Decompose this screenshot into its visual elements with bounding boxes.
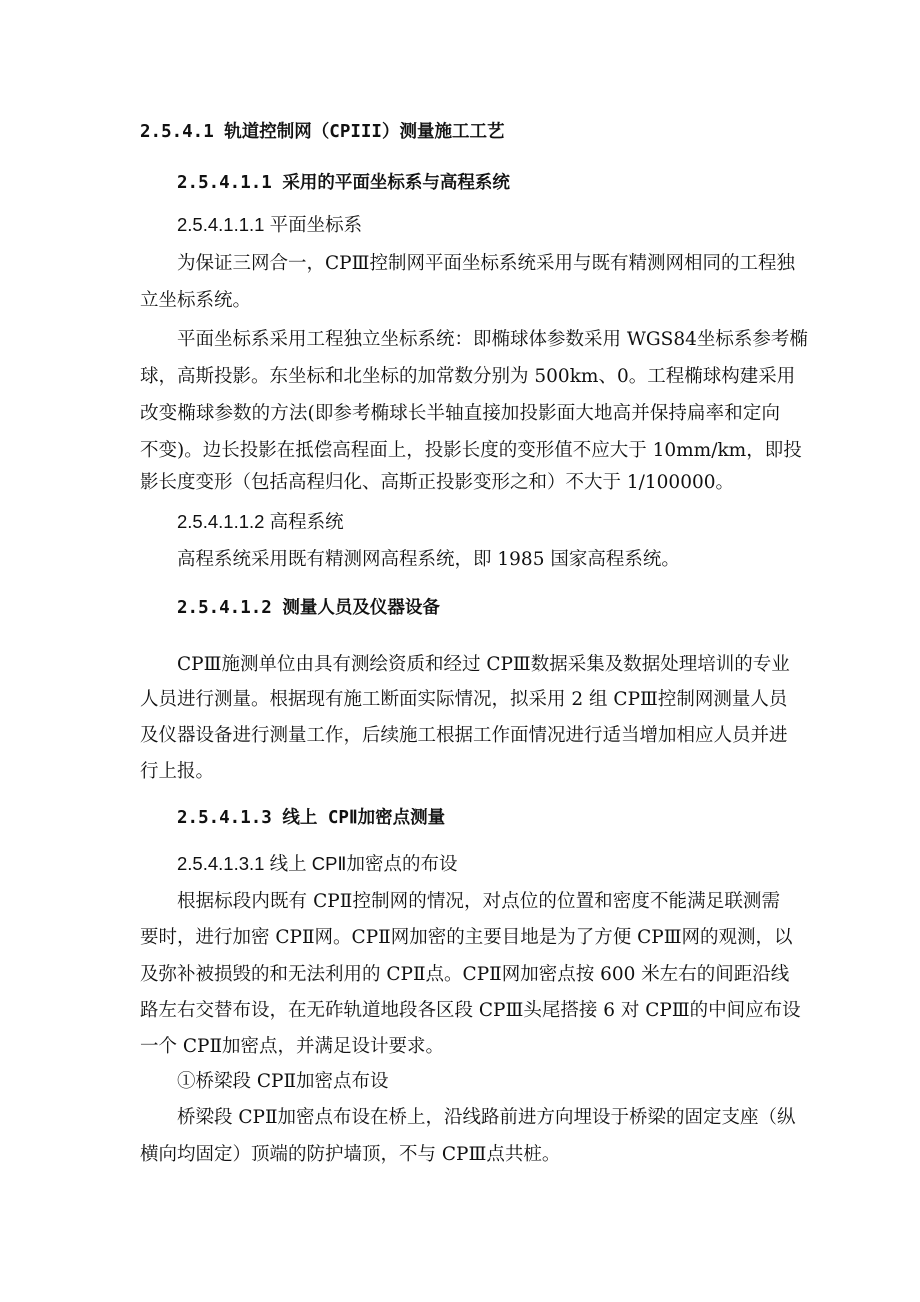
paragraph-line: 影长度变形（包括高程归化、高斯正投影变形之和）不大于 1/100000。 (140, 472, 735, 493)
section-heading: 2.5.4.1.1.2 高程系统 (177, 511, 344, 532)
section-heading: 2.5.4.1.2 测量人员及仪器设备 (177, 598, 440, 618)
paragraph-line: 行上报。 (140, 761, 215, 782)
paragraph-line: ①桥梁段 CPⅡ加密点布设 (177, 1071, 389, 1092)
paragraph-line: 高程系统采用既有精测网高程系统，即 1985 国家高程系统。 (177, 549, 680, 570)
paragraph-line: 人员进行测量。根据现有施工断面实际情况，拟采用 2 组 CPⅢ控制网测量人员 (140, 689, 788, 710)
paragraph-line: 及仪器设备进行测量工作，后续施工根据工作面情况进行适当增加相应人员并进 (140, 725, 788, 746)
paragraph-line: 根据标段内既有 CPⅡ控制网的情况，对点位的位置和密度不能满足联测需 (177, 891, 780, 912)
paragraph-line: 要时，进行加密 CPⅡ网。CPⅡ网加密的主要目地是为了方便 CPⅢ网的观测，以 (140, 927, 793, 948)
paragraph-line: 为保证三网合一，CPⅢ控制网平面坐标系统采用与既有精测网相同的工程独 (177, 253, 795, 274)
paragraph-line: 不变)。边长投影在抵偿高程面上，投影长度的变形值不应大于 10mm/km，即投 (140, 440, 802, 461)
paragraph-line: CPⅢ施测单位由具有测绘资质和经过 CPⅢ数据采集及数据处理培训的专业 (177, 654, 790, 675)
paragraph-line: 立坐标系统。 (140, 290, 252, 311)
section-heading: 2.5.4.1 轨道控制网（CPIII）测量施工工艺 (140, 122, 505, 142)
paragraph-line: 桥梁段 CPⅡ加密点布设在桥上，沿线路前进方向埋设于桥梁的固定支座（纵 (177, 1107, 796, 1128)
section-heading: 2.5.4.1.1.1 平面坐标系 (177, 214, 363, 235)
paragraph-line: 改变椭球参数的方法(即参考椭球长半轴直接加投影面大地高并保持扁率和定向 (140, 403, 780, 424)
paragraph-line: 及弥补被损毁的和无法利用的 CPⅡ点。CPⅡ网加密点按 600 米左右的间距沿线 (140, 964, 790, 985)
paragraph-line: 球，高斯投影。东坐标和北坐标的加常数分别为 500km、0。工程椭球构建采用 (140, 366, 796, 387)
section-heading: 2.5.4.1.3.1 线上 CPⅡ加密点的布设 (177, 853, 458, 874)
paragraph-line: 一个 CPⅡ加密点，并满足设计要求。 (140, 1036, 445, 1057)
paragraph-line: 横向均固定）顶端的防护墙顶，不与 CPⅢ点共桩。 (140, 1144, 561, 1165)
section-heading: 2.5.4.1.1 采用的平面坐标系与高程系统 (177, 173, 510, 193)
section-heading: 2.5.4.1.3 线上 CPⅡ加密点测量 (177, 808, 446, 828)
paragraph-line: 路左右交替布设，在无砟轨道地段各区段 CPⅢ头尾搭接 6 对 CPⅢ的中间应布设 (140, 1000, 801, 1021)
paragraph-line: 平面坐标系采用工程独立坐标系统：即椭球体参数采用 WGS84坐标系参考椭 (177, 329, 808, 350)
